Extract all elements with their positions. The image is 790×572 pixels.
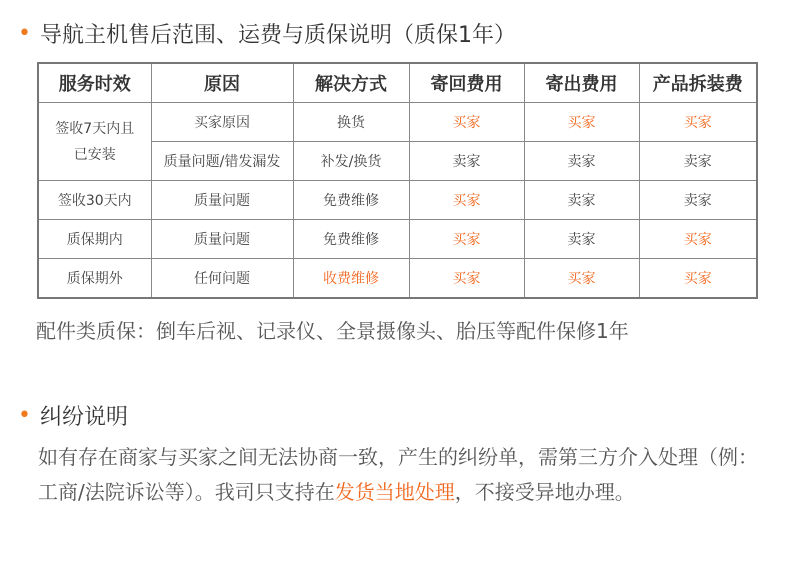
return-fee-cell: 买家 [409, 259, 524, 299]
solution-cell: 免费维修 [293, 220, 409, 259]
reason-cell: 买家原因 [151, 103, 293, 142]
header-install-fee: 产品拆装费 [639, 63, 757, 103]
install-fee-cell: 买家 [639, 259, 757, 299]
reason-cell: 质量问题/错发漏发 [151, 142, 293, 181]
install-fee-cell: 买家 [639, 103, 757, 142]
return-fee-cell: 买家 [409, 220, 524, 259]
dispute-paragraph [38, 440, 768, 510]
send-fee-cell: 卖家 [524, 181, 639, 220]
return-fee-cell: 买家 [409, 103, 524, 142]
bullet-icon: • [18, 20, 31, 46]
header-return-fee: 寄回费用 [409, 63, 524, 103]
install-fee-cell: 买家 [639, 220, 757, 259]
period-cell: 质保期外 [38, 259, 151, 299]
section-title-text: 导航主机售后范围、运费与质保说明（质保1年） [40, 22, 516, 48]
header-solution: 解决方式 [293, 63, 409, 103]
solution-cell: 收费维修 [293, 259, 409, 299]
header-service-period: 服务时效 [38, 63, 151, 103]
bullet-icon: • [18, 402, 31, 428]
return-fee-cell: 买家 [409, 181, 524, 220]
period-text: 签收7天内且已安装 [55, 120, 135, 163]
reason-cell: 质量问题 [151, 220, 293, 259]
return-fee-cell: 卖家 [409, 142, 524, 181]
table-row [38, 103, 757, 142]
send-fee-cell: 卖家 [524, 142, 639, 181]
solution-cell: 免费维修 [293, 181, 409, 220]
accessory-warranty-note: 配件类质保：倒车后视、记录仪、全景摄像头、胎压等配件保修1年 [36, 319, 629, 343]
period-cell: 质保期内 [38, 220, 151, 259]
after-sales-table [37, 62, 758, 299]
header-reason: 原因 [151, 63, 293, 103]
solution-cell: 换货 [293, 103, 409, 142]
solution-cell: 补发/换货 [293, 142, 409, 181]
dispute-text: 如有存在商家与买家之间无法协商一致，产生的纠纷单，需第三方介入处理（例：工商/法院诉讼等）。我司只支持在 [38, 445, 758, 504]
section-title-dispute [18, 400, 128, 430]
section-title-warranty [18, 18, 516, 48]
table-row [38, 259, 757, 299]
dispute-text-end: ，不接受异地办理。 [454, 480, 635, 504]
period-cell [38, 103, 151, 181]
send-fee-cell: 买家 [524, 103, 639, 142]
dispute-highlight: 发货当地处理 [334, 480, 455, 504]
table-row [38, 181, 757, 220]
install-fee-cell: 卖家 [639, 181, 757, 220]
table-row [38, 220, 757, 259]
section-title-text: 纠纷说明 [40, 404, 129, 430]
reason-cell: 质量问题 [151, 181, 293, 220]
table-header-row [38, 63, 757, 103]
reason-cell: 任何问题 [151, 259, 293, 299]
send-fee-cell: 卖家 [524, 220, 639, 259]
send-fee-cell: 买家 [524, 259, 639, 299]
period-cell: 签收30天内 [38, 181, 151, 220]
install-fee-cell: 卖家 [639, 142, 757, 181]
header-send-fee: 寄出费用 [524, 63, 639, 103]
